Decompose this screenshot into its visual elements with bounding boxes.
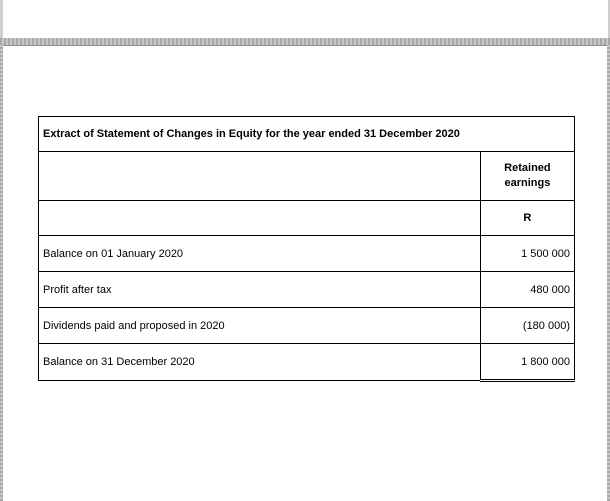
row-amount: 1 800 000 bbox=[480, 344, 574, 381]
row-label: Balance on 31 December 2020 bbox=[39, 344, 481, 381]
retained-earnings-header-line1: Retained bbox=[504, 162, 551, 174]
table-row bbox=[39, 308, 575, 344]
retained-earnings-header-line2: earnings bbox=[504, 177, 551, 189]
row-amount: 1 500 000 bbox=[480, 236, 574, 272]
table-row bbox=[39, 236, 575, 272]
row-amount: (180 000) bbox=[480, 308, 574, 344]
row-label: Dividends paid and proposed in 2020 bbox=[39, 308, 481, 344]
statement-of-changes-in-equity-table bbox=[38, 116, 575, 382]
table-row bbox=[39, 344, 575, 381]
page-separator bbox=[0, 38, 610, 45]
statement-title: Extract of Statement of Changes in Equity for the year ended 31 December 2020 bbox=[39, 117, 575, 152]
header-label-cell bbox=[39, 152, 481, 201]
page-separator-line bbox=[0, 45, 610, 46]
row-amount: 480 000 bbox=[480, 272, 574, 308]
unit-label-cell bbox=[39, 201, 481, 236]
page-left-edge bbox=[0, 45, 3, 501]
table-row bbox=[39, 272, 575, 308]
currency-unit: R bbox=[480, 201, 574, 236]
retained-earnings-header bbox=[480, 152, 574, 201]
row-label: Balance on 01 January 2020 bbox=[39, 236, 481, 272]
row-label: Profit after tax bbox=[39, 272, 481, 308]
